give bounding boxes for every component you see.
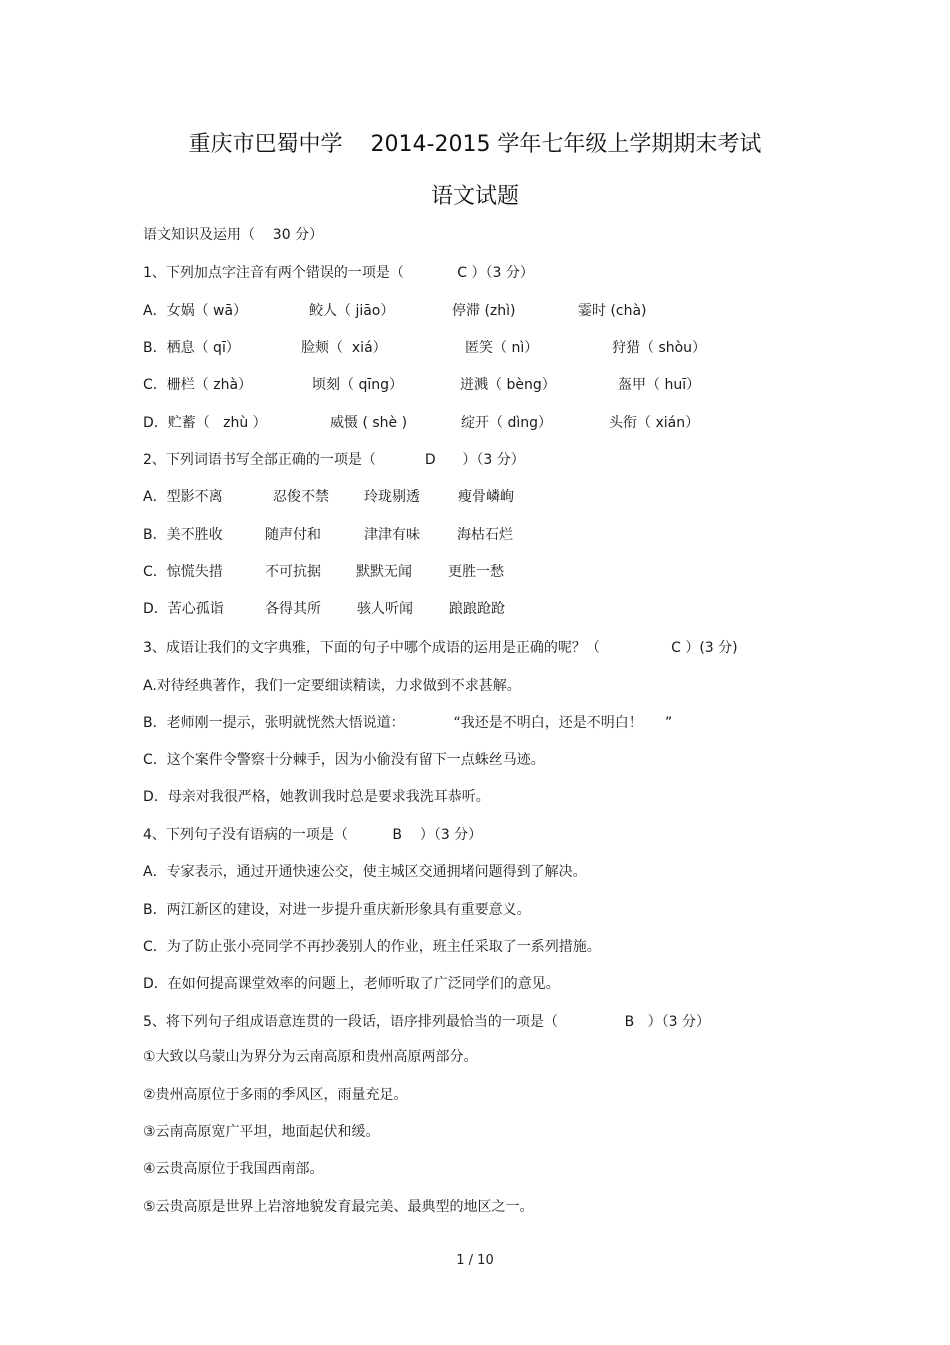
question-4-option-a: A．专家表示，通过开通快速公交，使主城区交通拥堵问题得到了解决。 xyxy=(143,864,587,880)
option-text: 不可抗据 xyxy=(265,564,321,580)
question-5-stem: 5、将下列句子组成语意连贯的一段话，语序排列最恰当的一项是（ B ）（3 分） xyxy=(143,1014,710,1030)
option-text: 忍俊不禁 xyxy=(273,489,329,505)
option-text: 更胜一愁 xyxy=(448,564,504,580)
option-text: 盔甲（ huī） xyxy=(618,377,701,393)
question-3-option-c: C．这个案件令警察十分棘手，因为小偷没有留下一点蛛丝马迹。 xyxy=(143,752,545,768)
option-text: 鲛人（ jiāo） xyxy=(309,303,395,319)
option-text: 头衔（ xián） xyxy=(609,415,700,431)
option-text: 海枯石烂 xyxy=(457,527,513,543)
question-1-stem: 1、下列加点字注音有两个错误的一项是（ C ）（3 分） xyxy=(143,265,534,281)
question-3-option-a: A.对待经典著作，我们一定要细读精读，力求做到不求甚解。 xyxy=(143,678,521,694)
section-heading: 语文知识及运用（ 30 分） xyxy=(143,227,324,243)
option-text: 绽开（ dìng） xyxy=(461,415,552,431)
option-text: 玲珑剔透 xyxy=(364,489,420,505)
option-text: 随声付和 xyxy=(265,527,321,543)
option-text: 津津有味 xyxy=(364,527,420,543)
question-2-stem: 2、下列词语书写全部正确的一项是（ D ）（3 分） xyxy=(143,452,525,468)
document-title: 重庆市巴蜀中学 2014-2015 学年七年级上学期期末考试 xyxy=(188,132,762,157)
option-text: B．美不胜收 xyxy=(143,527,223,543)
question-4-option-c: C．为了防止张小亮同学不再抄袭别人的作业，班主任采取了一系列措施。 xyxy=(143,939,601,955)
option-text: D．苦心孤诣 xyxy=(143,601,224,617)
option-text: A．型影不离 xyxy=(143,489,223,505)
question-5-item-2: ②贵州高原位于多雨的季风区，雨量充足。 xyxy=(143,1087,408,1103)
option-text: 各得其所 xyxy=(265,601,321,617)
option-text: 踉踉跄跄 xyxy=(449,601,505,617)
option-text: C．惊慌失措 xyxy=(143,564,223,580)
option-text: A．女娲（ wā） xyxy=(143,303,248,319)
option-text: 停滞 (zhì) xyxy=(452,303,516,319)
option-text: 迸溅（ bèng） xyxy=(460,377,556,393)
page-number: 1 / 10 xyxy=(456,1253,494,1268)
option-text: B．栖息（ qī） xyxy=(143,340,240,356)
option-text: 顷刻（ qīng） xyxy=(312,377,403,393)
option-text: C．栅栏（ zhà） xyxy=(143,377,253,393)
question-3-option-d: D．母亲对我很严格，她教训我时总是要求我洗耳恭听。 xyxy=(143,789,490,805)
question-4-stem: 4、下列句子没有语病的一项是（ B ）（3 分） xyxy=(143,827,483,843)
option-text: 霎时 (chà) xyxy=(578,303,647,319)
question-4-option-d: D．在如何提高课堂效率的问题上，老师听取了广泛同学们的意见。 xyxy=(143,976,560,992)
question-3-option-b: B．老师刚一提示，张明就恍然大悟说道： “我还是不明白，还是不明白！ ” xyxy=(143,715,673,731)
option-text: 骇人听闻 xyxy=(357,601,413,617)
question-5-item-4: ④云贵高原位于我国西南部。 xyxy=(143,1161,324,1177)
question-5-item-1: ①大致以乌蒙山为界分为云南高原和贵州高原两部分。 xyxy=(143,1049,478,1065)
option-text: 狩猎（ shòu） xyxy=(612,340,707,356)
document-subtitle: 语文试题 xyxy=(430,184,519,209)
option-text: 瘦骨嶙峋 xyxy=(458,489,514,505)
question-3-stem: 3、成语让我们的文字典雅，下面的句子中哪个成语的运用是正确的呢？（ C ）(3 分) xyxy=(143,640,738,656)
option-text: D．贮蓄（ zhù ） xyxy=(143,415,267,431)
option-text: 匿笑（ nì） xyxy=(465,340,539,356)
question-5-item-5: ⑤云贵高原是世界上岩溶地貌发育最完美、最典型的地区之一。 xyxy=(143,1199,534,1215)
option-text: 威慑 ( shè ) xyxy=(330,415,408,431)
question-5-item-3: ③云南高原宽广平坦，地面起伏和缓。 xyxy=(143,1124,380,1140)
option-text: 默默无闻 xyxy=(356,564,412,580)
question-4-option-b: B．两江新区的建设，对进一步提升重庆新形象具有重要意义。 xyxy=(143,902,531,918)
option-text: 脸颊（ xiá） xyxy=(301,340,387,356)
